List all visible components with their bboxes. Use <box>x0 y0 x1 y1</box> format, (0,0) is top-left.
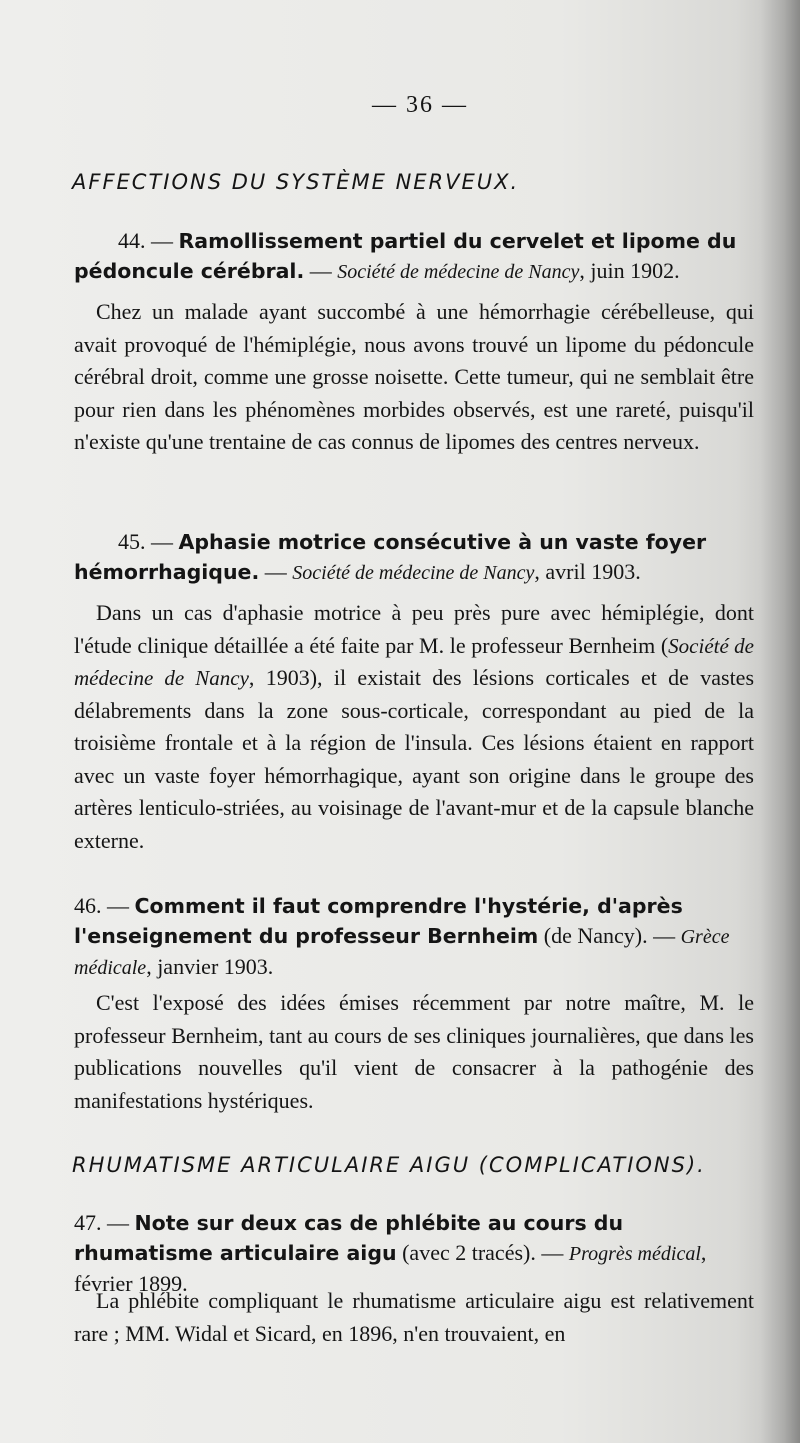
entry-date: , juin 1902. <box>579 258 680 283</box>
entry-source: Grèce médicale <box>74 926 730 979</box>
binding-shadow <box>760 0 800 1443</box>
section-heading-rheumatism: RHUMATISME ARTICULAIRE AIGU (COMPLICATIONS). <box>72 1153 706 1177</box>
entry-title-text: Note sur deux cas de phlébite au cours du rhumatisme articulaire aigu <box>74 1211 624 1265</box>
entry-46-body: C'est l'exposé des idées émises récemment par notre maître, M. le professeur Bernheim, tant au cours de ses cliniques journalières, que dans les publications nouvelles qu'il vient de consacrer à la pathogénie des manifestations hystériques. <box>74 990 754 1113</box>
entry-46-title: 46. — Comment il faut comprendre l'hystérie, d'après l'enseignement du professeur Bernheim (de Nancy). — Grèce médicale, janvier 1903. <box>74 893 730 979</box>
entry-date: , avril 1903. <box>534 559 641 584</box>
entry-47-title: 47. — Note sur deux cas de phlébite au cours du rhumatisme articulaire aigu (avec 2 tracés). — Progrès médical, février 1899. <box>74 1210 707 1296</box>
entry-number: 45. — <box>118 529 173 554</box>
entry-title-text: Comment il faut comprendre l'hystérie, d'après l'enseignement du professeur Bernheim <box>74 894 683 948</box>
entry-source: Société de médecine de Nancy <box>292 562 535 584</box>
entry-source: Société de médecine de Nancy <box>337 261 580 283</box>
entry-45-body: Dans un cas d'aphasie motrice à peu près pure avec hémiplégie, dont l'étude clinique détaillée a été faite par M. le professeur Bernheim (Société de médecine de Nancy, 1903), il existait des lésions corticales et de vastes délabrements dans la zone sous-corticale, correspondant au pied de la troisième frontale et à la région de l'insula. Ces lésions étaient en rapport avec un vaste foyer hémorrhagique, ayant son origine dans le groupe des artères lenticulo-striées, au voisinage de l'avant-mur et de la capsule blanche externe. <box>74 600 755 853</box>
entry-number: 46. — <box>74 893 129 918</box>
entry-47-body: La phlébite compliquant le rhumatisme articulaire aigu est relativement rare ; MM. Widal et Sicard, en 1896, n'en trouvaient, en <box>74 1288 754 1346</box>
page-number: — 36 — <box>372 92 468 118</box>
section-heading-nervous-system: AFFECTIONS DU SYSTÈME NERVEUX. <box>72 170 520 194</box>
entry-44-body: Chez un malade ayant succombé à une hémorrhagie cérébelleuse, qui avait provoqué de l'hémiplégie, nous avons trouvé un lipome du pédoncule cérébral droit, comme une grosse noisette. Cette tumeur, qui ne semblait être pour rien dans les phénomènes morbides observés, est une rareté, puisqu'il n'existe qu'une trentaine de cas connus de lipomes des centres nerveux. <box>74 299 754 454</box>
entry-title-text: Aphasie motrice consécutive à un vaste foyer hémorrhagique. <box>74 530 707 584</box>
entry-45-title: 45. — Aphasie motrice consécutive à un vaste foyer hémorrhagique. — Société de médecine de Nancy, avril 1903. <box>74 529 707 584</box>
entry-44-title: 44. — Ramollissement partiel du cervelet et lipome du pédoncule cérébral. — Société de médecine de Nancy, juin 1902. <box>74 228 737 283</box>
entry-number: 44. — <box>118 228 173 253</box>
entry-date: , janvier 1903. <box>146 954 274 979</box>
entry-title-text: Ramollissement partiel du cervelet et lipome du pédoncule cérébral. <box>74 229 737 283</box>
entry-source: Progrès médical <box>568 1243 701 1265</box>
entry-date: , février 1899. <box>74 1240 707 1296</box>
entry-number: 47. — <box>74 1210 129 1235</box>
